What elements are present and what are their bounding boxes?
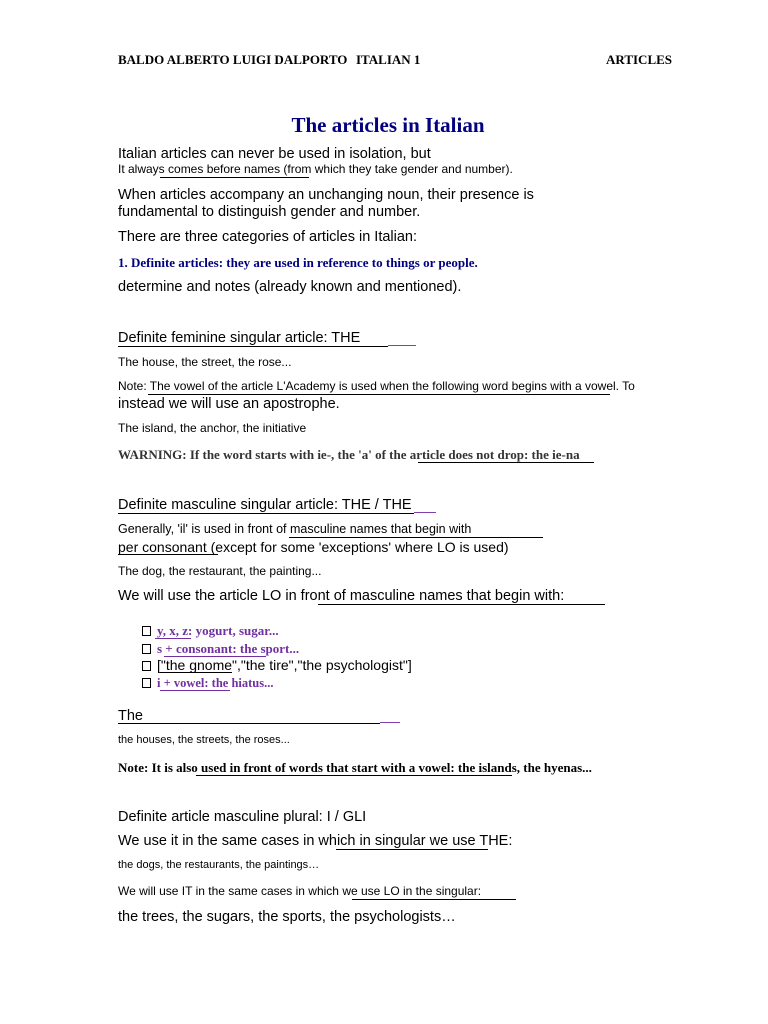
page-title: The articles in Italian (291, 113, 485, 137)
bullet-item-4: i + vowel: the hiatus... (142, 676, 274, 691)
header-author: BALDO ALBERTO LUIGI DALPORTO (118, 52, 348, 67)
header-course: ITALIAN 1 (356, 52, 421, 67)
masc-plural-line1: We use it in the same cases in which in singular we use THE: (118, 833, 513, 849)
intro-line2: It always comes before names (from which they take gender and number). (118, 162, 513, 176)
masc-plural-examples2: the trees, the sugars, the sports, the psychologists… (118, 909, 456, 925)
definite-heading: 1. Definite articles: they are used in reference to things or people. (118, 255, 478, 270)
warning-underline (418, 462, 594, 463)
bullet-4-underline (160, 690, 230, 691)
masc-singular-line1: Generally, 'il' is used in front of masculine names that begin with (118, 522, 472, 536)
checkbox-icon (142, 626, 151, 636)
fem-singular-warning: WARNING: If the word starts with ie-, the 'a' of the article does not drop: the ie-na (118, 447, 580, 462)
fem-plural-blank (380, 722, 400, 723)
masc-plural-line1-underline (336, 849, 488, 850)
fem-plural-note-underline (196, 775, 512, 776)
masc-singular-underline (118, 513, 414, 514)
lo-intro: We will use the article LO in front of masculine names that begin with: (118, 588, 565, 604)
fem-singular-underline (118, 346, 388, 347)
bullet-1-underline (155, 638, 191, 639)
fem-plural-note: Note: It is also used in front of words that start with a vowel: the islands, the hyenas... (118, 760, 592, 775)
bullet-3-underline (160, 672, 232, 673)
masc-singular-line2-underline (118, 554, 218, 555)
masc-singular-line1-underline (289, 537, 543, 538)
checkbox-icon (142, 661, 151, 671)
intro-p2-line1: When articles accompany an unchanging noun, their presence is (118, 187, 534, 203)
bullet-item-3: ["the gnome","the tire","the psychologist"] (142, 657, 412, 673)
fem-singular-note-line1: Note: The vowel of the article L'Academy is used when the following word begins with a vowel. To (118, 379, 635, 393)
fem-plural-heading: The (118, 708, 143, 724)
fem-singular-note-line2: instead we will use an apostrophe. (118, 396, 340, 412)
intro-p3: There are three categories of articles in Italian: (118, 229, 418, 245)
masc-plural-examples: the dogs, the restaurants, the paintings… (118, 859, 320, 871)
fem-singular-note-underline (148, 394, 610, 395)
intro-line1: Italian articles can never be used in isolation, but (118, 146, 431, 162)
checkbox-icon (142, 644, 151, 654)
fem-plural-underline (118, 723, 380, 724)
bullet-item-2: s + consonant: the sport... (142, 641, 299, 657)
fem-plural-examples: the houses, the streets, the roses... (118, 734, 290, 746)
masc-singular-line2: per consonant (except for some 'exceptions' where LO is used) (118, 539, 509, 555)
definite-desc: determine and notes (already known and mentioned). (118, 279, 462, 295)
fem-singular-examples2: The island, the anchor, the initiative (118, 421, 307, 435)
masc-plural-line2: We will use IT in the same cases in which we use LO in the singular: (118, 884, 482, 898)
header-topic: ARTICLES (606, 52, 673, 67)
masc-singular-blank (414, 512, 436, 513)
masc-singular-examples: The dog, the restaurant, the painting... (118, 564, 322, 578)
intro-p2-line2: fundamental to distinguish gender and number. (118, 204, 421, 220)
fem-singular-heading: Definite feminine singular article: THE (118, 330, 361, 346)
masc-plural-line2-underline (352, 899, 516, 900)
fem-singular-blank (388, 345, 416, 346)
fem-singular-examples: The house, the street, the rose... (118, 355, 292, 369)
masc-singular-heading: Definite masculine singular article: THE / THE (118, 497, 412, 513)
masc-plural-heading: Definite article masculine plural: I / GLI (118, 809, 367, 825)
intro-underline (160, 177, 309, 178)
lo-intro-underline (318, 604, 605, 605)
bullet-item-1: y, x, z: yogurt, sugar... (142, 623, 279, 639)
checkbox-icon (142, 678, 151, 688)
